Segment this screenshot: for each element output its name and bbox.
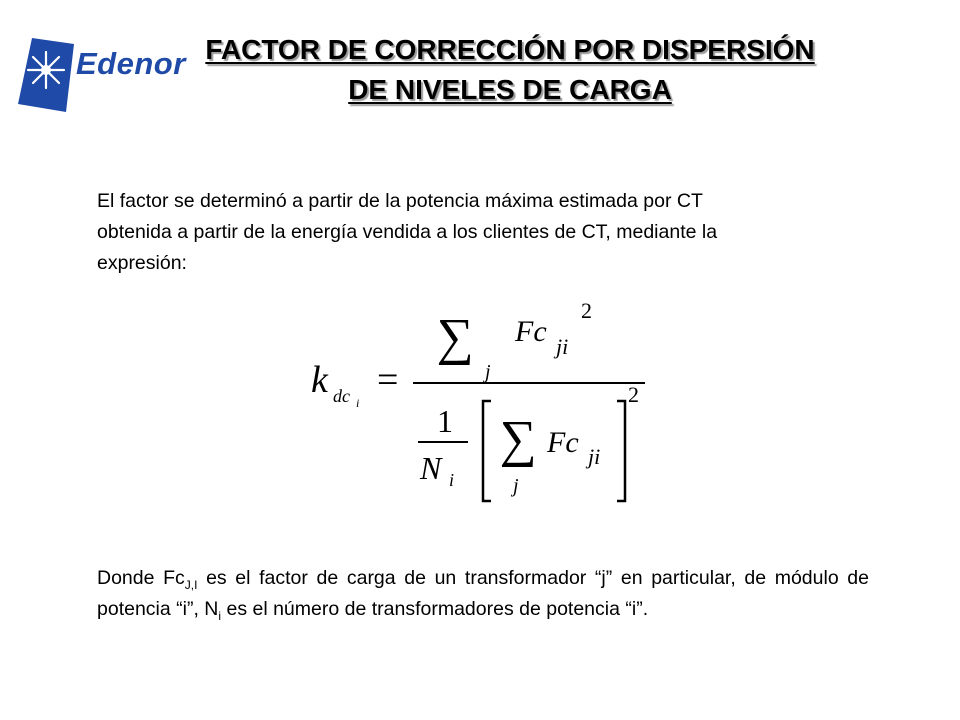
denominator-term-sub: ji	[588, 444, 601, 469]
formula-lhs-subsub: i	[356, 396, 360, 410]
title-line-1: FACTOR DE CORRECCIÓN POR DISPERSIÓN	[205, 34, 815, 65]
denominator-term: Fc	[547, 426, 579, 459]
title-line-2: DE NIVELES DE CARGA	[348, 74, 672, 105]
intro-paragraph	[97, 186, 857, 279]
desc-sub-2: i	[218, 608, 222, 623]
formula	[305, 296, 665, 506]
numerator-term-sub: ji	[556, 334, 569, 359]
denominator-n-sub: i	[449, 470, 455, 490]
formula-lhs-sub: dc	[333, 386, 350, 406]
edenor-logo-text: Edenor	[76, 46, 186, 81]
edenor-logo	[18, 38, 186, 114]
left-bracket-icon	[483, 401, 491, 501]
numerator-exponent: 2	[581, 298, 592, 323]
denominator-one: 1	[437, 403, 453, 439]
desc-part-3: es el número de transformadores de potencia “i”.	[221, 598, 649, 620]
denominator-sum-icon: ∑	[499, 411, 537, 468]
numerator-term: Fc	[515, 315, 547, 348]
desc-part-2: es el factor de carga de un transformador “j” en particular, de módulo de potencia “i”, N	[97, 567, 869, 620]
intro-line-2: obtenida a partir de la energía vendida a los clientes de CT, mediante la	[97, 221, 718, 243]
numerator-sum-icon: ∑	[436, 309, 474, 366]
desc-part-1: Donde Fc	[97, 567, 185, 589]
intro-line-1: El factor se determinó a partir de la potencia máxima estimada por CT	[97, 190, 703, 212]
page-title	[150, 30, 870, 110]
right-bracket-icon	[617, 401, 625, 501]
denominator-sum-index: j	[513, 475, 519, 497]
intro-line-3: expresión:	[97, 252, 187, 274]
description-paragraph	[97, 563, 869, 625]
desc-sub-1: J,I	[184, 577, 198, 592]
denominator-n: N	[420, 450, 442, 486]
edenor-logo-mark-icon	[18, 38, 74, 112]
denominator-exponent: 2	[628, 382, 639, 407]
formula-equals: =	[377, 359, 399, 401]
formula-lhs: k	[311, 359, 328, 401]
numerator-sum-index: j	[485, 361, 491, 383]
